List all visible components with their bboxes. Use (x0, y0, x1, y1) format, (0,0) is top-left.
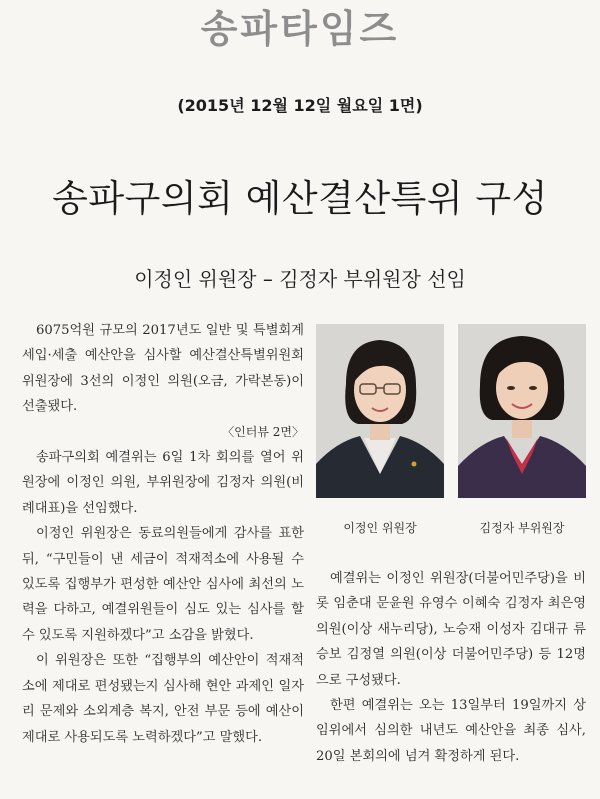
interview-reference: 〈인터뷰 2면〉 (222, 424, 304, 439)
portrait-photo-vice-chair (458, 324, 586, 498)
article-paragraph: 송파구의회 예결위는 6일 1차 회의를 열어 위원장에 이정인 의원, 부위원장에 김정자 의원(비례대표)을 선임했다. (22, 450, 304, 516)
article-left-column (22, 318, 304, 750)
article-right-column (316, 566, 586, 769)
publication-date: (2015년 12월 12일 월요일 1면) (177, 96, 423, 115)
photo-caption: 이정인 위원장 (343, 521, 417, 535)
article-paragraph: 6075억원 규모의 2017년도 일반 및 특별회계 세입·세출 예산안을 심사할 예산결산특별위원회 위원장에 3선의 이정인 의원(오금, 가락본동)이 선출됐다. (22, 323, 304, 415)
subheadline: 이정인 위원장 – 김정자 부위원장 선임 (134, 267, 466, 291)
photo-caption: 김정자 부위원장 (479, 521, 565, 535)
article-paragraph: 이 위원장은 또한 “집행부의 예산안이 적재적소에 제대로 편성됐는지 심사해 현안 과제인 일자리 문제와 소외계층 복지, 안전 부문 등에 예산이 제대로 사용되도록 노력하겠다”고 말했다. (22, 653, 304, 745)
newspaper-masthead: 송파타임즈 (200, 7, 400, 51)
headline: 송파구의회 예산결산특위 구성 (52, 177, 548, 220)
portrait-photos (316, 324, 586, 550)
article-paragraph: 한편 예결위는 오는 13일부터 19일까지 상임위에서 심의한 내년도 예산안을 최종 심사, 20일 본회의에 넘겨 확정하게 된다. (316, 698, 586, 764)
portrait-photo-chair (316, 324, 444, 498)
article-paragraph: 예결위는 이정인 위원장(더불어민주당)을 비롯 임춘대 문윤원 유영수 이혜숙 김정자 최은영 의원(이상 새누리당), 노승재 이성자 김대규 류승보 김정열 의원(이상 더불어민주당) 등 12명으로 구성됐다. (316, 571, 586, 688)
article-paragraph: 이정인 위원장은 동료의원들에게 감사를 표한 뒤, “구민들이 낸 세금이 적재적소에 사용될 수 있도록 집행부가 편성한 예산안 심사에 최선의 노력을 다하고, 예결위원들이 심도 있는 심사를 할 수 있도록 지원하겠다”고 소감을 밝혔다. (22, 526, 304, 643)
